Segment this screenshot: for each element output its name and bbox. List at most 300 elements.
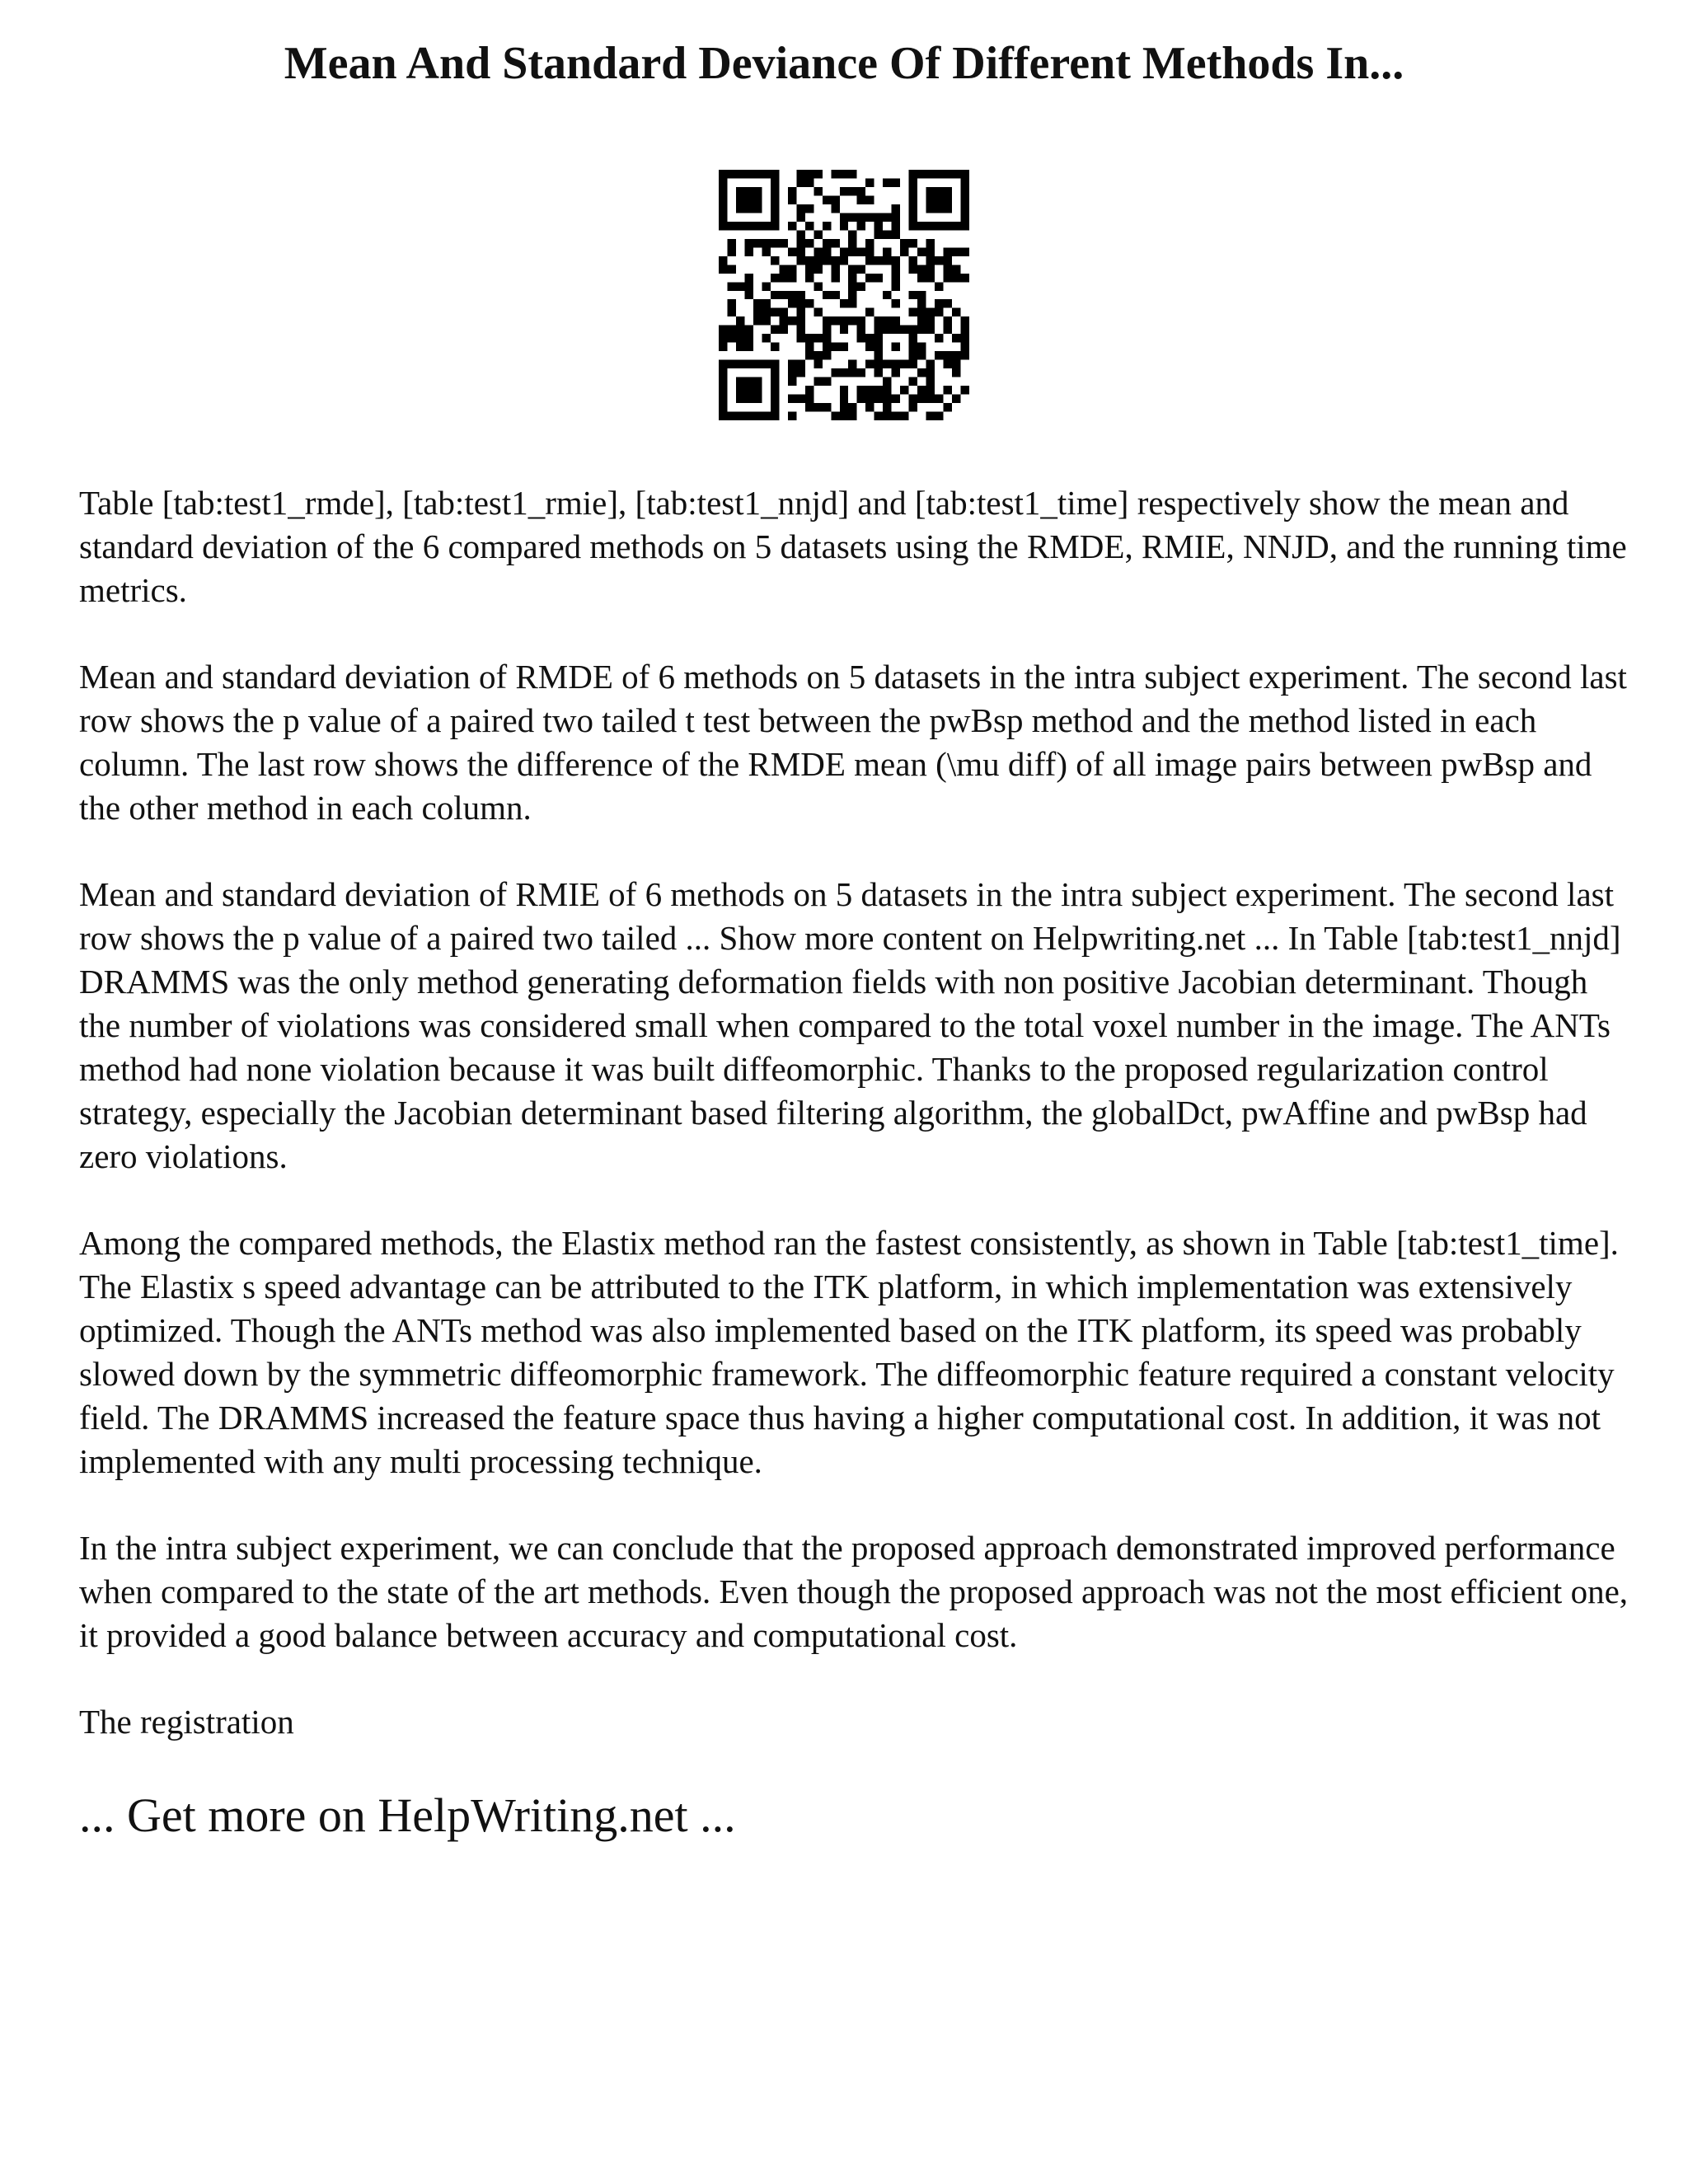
- qr-module: [805, 395, 814, 403]
- qr-module: [865, 195, 874, 204]
- qr-module: [909, 195, 917, 204]
- qr-module: [736, 204, 744, 213]
- qr-module: [796, 368, 804, 377]
- qr-module: [744, 395, 753, 403]
- qr-module: [917, 326, 926, 334]
- qr-module: [771, 239, 779, 247]
- qr-module: [831, 412, 839, 420]
- qr-module: [831, 256, 839, 265]
- qr-module: [736, 386, 744, 394]
- qr-module: [840, 299, 848, 307]
- qr-module: [788, 222, 796, 230]
- qr-module: [848, 170, 856, 178]
- qr-module: [961, 274, 969, 282]
- qr-module: [857, 334, 865, 342]
- qr-module: [848, 299, 856, 307]
- qr-module: [874, 230, 883, 238]
- qr-module: [961, 195, 969, 204]
- qr-module: [892, 222, 900, 230]
- qr-module: [753, 395, 762, 403]
- qr-module: [840, 170, 848, 178]
- qr-module: [719, 412, 727, 420]
- qr-module: [952, 334, 960, 342]
- qr-module: [865, 343, 874, 351]
- qr-module: [917, 222, 926, 230]
- qr-module: [753, 204, 762, 213]
- qr-module: [840, 368, 848, 377]
- qr-module: [848, 282, 856, 290]
- qr-module: [935, 412, 943, 420]
- qr-module: [788, 265, 796, 273]
- qr-module: [779, 291, 787, 299]
- qr-module: [909, 170, 917, 178]
- qr-module: [909, 343, 917, 351]
- qr-module: [961, 222, 969, 230]
- qr-module: [805, 299, 814, 307]
- qr-module: [865, 360, 874, 368]
- qr-module: [865, 274, 874, 282]
- qr-module: [961, 204, 969, 213]
- qr-module: [727, 334, 735, 342]
- paragraph: In the intra subject experiment, we can conclude that the proposed approach demonstrated improved performance when compared to the state of the art methods. Even though the proposed approach was not the most efficient one, it provided a good balance between accuracy and computational cost.: [79, 1529, 1629, 1654]
- qr-module: [874, 386, 883, 394]
- qr-module: [727, 299, 735, 307]
- qr-module: [883, 247, 891, 255]
- qr-module: [788, 412, 796, 420]
- qr-module: [762, 299, 770, 307]
- qr-module: [753, 299, 762, 307]
- qr-module: [883, 230, 891, 238]
- qr-module: [865, 386, 874, 394]
- qr-module: [874, 412, 883, 420]
- qr-module: [719, 386, 727, 394]
- qr-module: [771, 178, 779, 186]
- qr-module: [961, 187, 969, 195]
- qr-module: [892, 412, 900, 420]
- qr-module: [961, 316, 969, 325]
- qr-module: [762, 334, 770, 342]
- qr-module: [779, 239, 787, 247]
- qr-module: [840, 343, 848, 351]
- qr-module: [848, 239, 856, 247]
- qr-module: [892, 178, 900, 186]
- qr-module: [805, 343, 814, 351]
- qr-module: [926, 316, 935, 325]
- qr-module: [961, 351, 969, 359]
- qr-module: [926, 170, 935, 178]
- qr-module: [917, 247, 926, 255]
- qr-module: [909, 256, 917, 265]
- qr-module: [736, 326, 744, 334]
- qr-module: [788, 274, 796, 282]
- paragraph: Among the compared methods, the Elastix method ran the fastest consistently, as shown in Table [tab:test1_time]. The Elastix s speed advantage can be attributed to the ITK platform, in which implementation was extensively optimized. Though the ANTs method was also implemented based on the ITK platform, its speed was probably slowed down by the symmetric diffeomorphic framework. The diffeomorphic feature required a constant velocity field. The DRAMMS increased the feature space thus having a higher computational cost. In addition, it was not implemented with any multi processing technique.: [79, 1224, 1619, 1480]
- qr-module: [762, 247, 770, 255]
- qr-module: [848, 274, 856, 282]
- qr-module: [788, 291, 796, 299]
- qr-module: [796, 230, 804, 238]
- qr-module: [961, 326, 969, 334]
- qr-module: [917, 343, 926, 351]
- qr-module: [926, 368, 935, 377]
- qr-module: [727, 360, 735, 368]
- qr-module: [727, 222, 735, 230]
- qr-module: [796, 326, 804, 334]
- qr-module: [744, 195, 753, 204]
- qr-module: [823, 239, 831, 247]
- qr-module: [926, 187, 935, 195]
- qr-module: [831, 204, 839, 213]
- qr-module: [926, 265, 935, 273]
- qr-module: [736, 343, 744, 351]
- qr-module: [840, 403, 848, 411]
- qr-module: [935, 170, 943, 178]
- qr-module: [753, 195, 762, 204]
- qr-module: [926, 308, 935, 316]
- qr-module: [926, 395, 935, 403]
- qr-module: [857, 395, 865, 403]
- qr-module: [805, 334, 814, 342]
- qr-module: [935, 395, 943, 403]
- qr-module: [805, 170, 814, 178]
- qr-module: [744, 412, 753, 420]
- qr-module: [848, 265, 856, 273]
- qr-module: [857, 222, 865, 230]
- qr-module: [944, 386, 952, 394]
- qr-module: [840, 187, 848, 195]
- qr-module: [961, 343, 969, 351]
- qr-module: [874, 213, 883, 221]
- qr-module: [805, 274, 814, 282]
- qr-module: [788, 187, 796, 195]
- qr-module: [874, 351, 883, 359]
- qr-module: [909, 265, 917, 273]
- qr-module: [840, 222, 848, 230]
- qr-module: [744, 326, 753, 334]
- qr-module: [762, 222, 770, 230]
- qr-module: [753, 187, 762, 195]
- qr-code-icon: [719, 170, 969, 420]
- qr-module: [917, 299, 926, 307]
- qr-module: [779, 316, 787, 325]
- qr-module: [831, 170, 839, 178]
- qr-module: [874, 395, 883, 403]
- qr-module: [892, 282, 900, 290]
- qr-module: [727, 412, 735, 420]
- qr-module: [771, 377, 779, 386]
- qr-module: [771, 204, 779, 213]
- qr-module: [874, 274, 883, 282]
- qr-module: [883, 360, 891, 368]
- qr-module: [900, 386, 908, 394]
- qr-module: [857, 282, 865, 290]
- qr-module: [736, 377, 744, 386]
- qr-module: [762, 360, 770, 368]
- qr-module: [892, 395, 900, 403]
- qr-module: [736, 395, 744, 403]
- qr-module: [788, 195, 796, 204]
- qr-module: [892, 343, 900, 351]
- qr-module: [753, 222, 762, 230]
- qr-module: [719, 213, 727, 221]
- qr-module: [805, 403, 814, 411]
- qr-module: [917, 351, 926, 359]
- qr-module: [753, 308, 762, 316]
- qr-module: [727, 265, 735, 273]
- qr-module: [909, 187, 917, 195]
- qr-module: [796, 360, 804, 368]
- get-more-link[interactable]: ... Get more on HelpWriting.net ...: [79, 1788, 736, 1842]
- qr-module: [779, 274, 787, 282]
- qr-module: [823, 291, 831, 299]
- qr-module: [909, 213, 917, 221]
- qr-module: [848, 291, 856, 299]
- qr-module: [779, 326, 787, 334]
- qr-module: [744, 377, 753, 386]
- qr-module: [952, 222, 960, 230]
- qr-module: [944, 187, 952, 195]
- qr-module: [917, 368, 926, 377]
- qr-module: [805, 256, 814, 265]
- qr-module: [926, 326, 935, 334]
- qr-module: [814, 377, 822, 386]
- qr-module: [874, 256, 883, 265]
- qr-module: [909, 395, 917, 403]
- qr-module: [762, 170, 770, 178]
- qr-module: [874, 343, 883, 351]
- qr-module: [727, 170, 735, 178]
- qr-module: [909, 178, 917, 186]
- qr-module: [796, 178, 804, 186]
- qr-module: [892, 368, 900, 377]
- qr-module: [952, 308, 960, 316]
- qr-module: [736, 222, 744, 230]
- qr-module: [805, 265, 814, 273]
- qr-module: [944, 170, 952, 178]
- qr-module: [788, 368, 796, 377]
- qr-module: [909, 222, 917, 230]
- qr-module: [814, 334, 822, 342]
- qr-module: [744, 239, 753, 247]
- qr-module: [840, 395, 848, 403]
- qr-module: [814, 265, 822, 273]
- qr-module: [771, 368, 779, 377]
- qr-module: [779, 265, 787, 273]
- qr-module: [840, 213, 848, 221]
- qr-module: [753, 360, 762, 368]
- qr-module: [796, 213, 804, 221]
- qr-module: [788, 316, 796, 325]
- qr-module: [865, 256, 874, 265]
- qr-module: [823, 195, 831, 204]
- qr-module: [771, 213, 779, 221]
- qr-module: [753, 386, 762, 394]
- qr-module: [909, 239, 917, 247]
- qr-module: [944, 204, 952, 213]
- qr-module: [909, 351, 917, 359]
- qr-module: [796, 299, 804, 307]
- qr-module: [952, 395, 960, 403]
- qr-module: [805, 222, 814, 230]
- qr-module: [796, 256, 804, 265]
- qr-module: [779, 308, 787, 316]
- qr-module: [796, 316, 804, 325]
- qr-module: [831, 368, 839, 377]
- qr-module: [874, 368, 883, 377]
- qr-module: [719, 222, 727, 230]
- qr-module: [805, 351, 814, 359]
- qr-module: [926, 222, 935, 230]
- qr-module: [796, 395, 804, 403]
- qr-module: [814, 282, 822, 290]
- qr-module: [874, 326, 883, 334]
- qr-module: [944, 351, 952, 359]
- qr-module: [771, 360, 779, 368]
- qr-module: [814, 256, 822, 265]
- qr-module: [883, 412, 891, 420]
- qr-module: [814, 247, 822, 255]
- qr-module: [892, 299, 900, 307]
- qr-module: [944, 256, 952, 265]
- qr-module: [935, 282, 943, 290]
- qr-module: [744, 282, 753, 290]
- qr-module: [917, 316, 926, 325]
- qr-module: [857, 195, 865, 204]
- qr-module: [788, 247, 796, 255]
- qr-module: [736, 412, 744, 420]
- qr-module: [935, 204, 943, 213]
- qr-module: [848, 360, 856, 368]
- qr-module: [823, 343, 831, 351]
- qr-module: [892, 326, 900, 334]
- qr-module: [771, 343, 779, 351]
- qr-module: [744, 187, 753, 195]
- qr-module: [909, 291, 917, 299]
- qr-module: [935, 222, 943, 230]
- qr-module: [909, 377, 917, 386]
- qr-module: [952, 368, 960, 377]
- qr-module: [719, 256, 727, 265]
- qr-module: [840, 386, 848, 394]
- qr-module: [831, 343, 839, 351]
- qr-module: [917, 395, 926, 403]
- qr-module: [736, 282, 744, 290]
- qr-module: [848, 316, 856, 325]
- qr-module: [874, 360, 883, 368]
- qr-module: [814, 187, 822, 195]
- qr-module: [926, 239, 935, 247]
- qr-module: [727, 282, 735, 290]
- qr-module: [848, 187, 856, 195]
- qr-module: [771, 386, 779, 394]
- qr-module: [961, 178, 969, 186]
- qr-module: [771, 187, 779, 195]
- qr-module: [961, 247, 969, 255]
- qr-module: [874, 222, 883, 230]
- qr-module: [883, 213, 891, 221]
- qr-module: [744, 274, 753, 282]
- qr-module: [900, 412, 908, 420]
- qr-module: [926, 195, 935, 204]
- qr-module: [727, 239, 735, 247]
- qr-module: [848, 230, 856, 238]
- qr-module: [719, 368, 727, 377]
- qr-module: [883, 326, 891, 334]
- qr-module: [909, 326, 917, 334]
- qr-module: [935, 308, 943, 316]
- qr-module: [719, 360, 727, 368]
- qr-module: [796, 334, 804, 342]
- qr-module: [926, 360, 935, 368]
- qr-module: [961, 213, 969, 221]
- qr-module: [944, 265, 952, 273]
- qr-module: [865, 403, 874, 411]
- qr-module: [719, 395, 727, 403]
- qr-module: [744, 343, 753, 351]
- qr-module: [719, 326, 727, 334]
- qr-module: [848, 368, 856, 377]
- qr-module: [840, 256, 848, 265]
- qr-module: [865, 213, 874, 221]
- qr-module: [744, 334, 753, 342]
- qr-module: [857, 386, 865, 394]
- qr-module: [831, 274, 839, 282]
- qr-module: [744, 170, 753, 178]
- qr-module: [736, 334, 744, 342]
- qr-module: [727, 326, 735, 334]
- page-title: Mean And Standard Deviance Of Different Methods In...: [284, 38, 1404, 89]
- qr-module: [944, 326, 952, 334]
- qr-module: [771, 291, 779, 299]
- qr-module: [762, 282, 770, 290]
- qr-module: [883, 377, 891, 386]
- qr-module: [926, 204, 935, 213]
- qr-module: [952, 360, 960, 368]
- qr-module: [944, 222, 952, 230]
- qr-module: [771, 222, 779, 230]
- qr-module: [771, 412, 779, 420]
- qr-module: [788, 395, 796, 403]
- qr-module: [796, 308, 804, 316]
- qr-module: [909, 360, 917, 368]
- qr-module: [736, 170, 744, 178]
- qr-module: [753, 412, 762, 420]
- qr-module: [719, 334, 727, 342]
- qr-module: [814, 308, 822, 316]
- qr-module: [961, 386, 969, 394]
- qr-module: [823, 222, 831, 230]
- qr-module: [865, 334, 874, 342]
- qr-module: [719, 204, 727, 213]
- qr-module: [796, 291, 804, 299]
- qr-module: [848, 412, 856, 420]
- qr-module: [840, 247, 848, 255]
- qr-module: [814, 351, 822, 359]
- qr-module: [831, 316, 839, 325]
- qr-module: [727, 247, 735, 255]
- qr-module: [857, 213, 865, 221]
- qr-module: [719, 343, 727, 351]
- qr-module: [883, 386, 891, 394]
- qr-module: [744, 204, 753, 213]
- qr-module: [762, 412, 770, 420]
- qr-module: [883, 316, 891, 325]
- qr-module: [944, 403, 952, 411]
- qr-module: [823, 247, 831, 255]
- qr-module: [823, 334, 831, 342]
- qr-module: [840, 326, 848, 334]
- qr-module: [926, 247, 935, 255]
- qr-module: [926, 256, 935, 265]
